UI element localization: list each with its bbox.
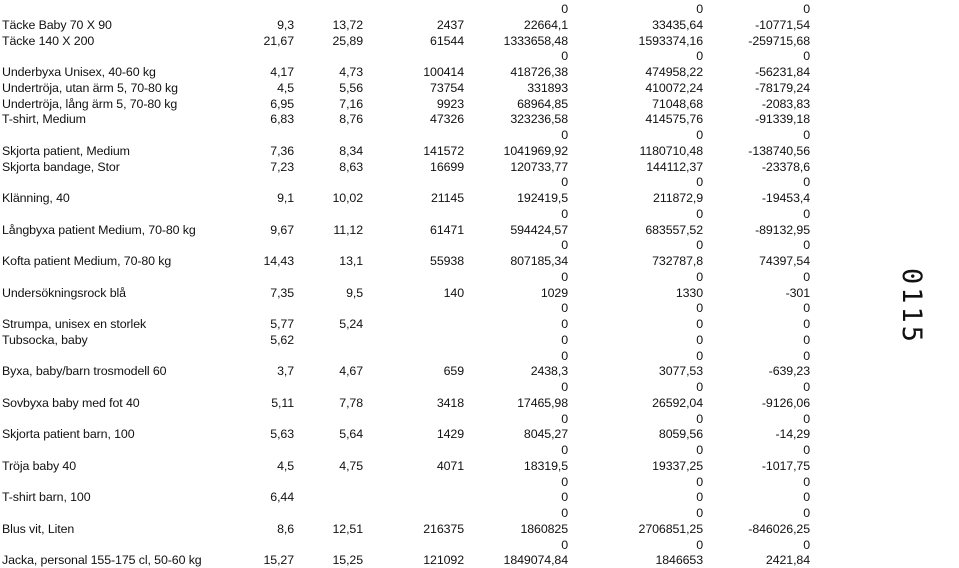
difference-cell: 0: [803, 269, 810, 284]
amount-cell-d: 18319,5: [523, 458, 568, 473]
amount-cell-e: 0: [696, 332, 703, 347]
price-cell-a: [218, 443, 294, 458]
quantity-cell: [388, 333, 464, 348]
price-cell-b: [297, 2, 363, 17]
amount-cell-e: 0: [696, 443, 703, 457]
item-name-cell: [2, 49, 204, 64]
item-name-cell: [2, 270, 204, 285]
item-name-cell: [2, 412, 204, 427]
table-row: [0, 34, 900, 49]
quantity-cell: 73754: [430, 80, 464, 95]
quantity-cell: [388, 412, 464, 427]
item-name-cell: [2, 538, 204, 553]
quantity-cell: 55938: [430, 254, 464, 268]
amount-cell-d: 323236,58: [510, 112, 568, 127]
amount-cell-e: 0: [696, 490, 703, 505]
quantity-cell: 140: [443, 285, 464, 300]
difference-cell: 0: [803, 537, 810, 552]
table-row: [0, 270, 900, 285]
price-cell-b: 25,89: [332, 33, 363, 48]
table-row: [0, 349, 900, 364]
quantity-cell: [388, 270, 464, 285]
quantity-cell: 4071: [436, 458, 464, 473]
price-cell-b: [297, 128, 363, 143]
difference-cell: 0: [803, 301, 810, 316]
difference-cell: 0: [803, 332, 810, 347]
price-cell-a: 3,7: [277, 364, 294, 379]
table-row: [0, 412, 900, 427]
quantity-cell: [388, 349, 464, 364]
price-cell-b: 8,76: [339, 112, 363, 127]
price-cell-b: [297, 490, 363, 505]
difference-cell: -846026,25: [748, 521, 810, 536]
table-row: [0, 506, 900, 521]
quantity-cell: 61471: [430, 222, 464, 237]
amount-cell-e: 1846653: [655, 553, 703, 568]
price-cell-b: [297, 538, 363, 553]
amount-cell-d: 1333658,48: [503, 33, 568, 48]
amount-cell-d: 1860825: [520, 521, 568, 536]
price-cell-b: [297, 506, 363, 521]
price-cell-a: 15,27: [263, 553, 294, 568]
item-name-cell: Långbyxa patient Medium, 70-80 kg: [2, 222, 196, 237]
item-name-cell: [2, 2, 204, 17]
quantity-cell: [388, 506, 464, 521]
price-cell-a: 5,11: [271, 395, 294, 410]
amount-cell-e: 0: [696, 206, 703, 221]
quantity-cell: 61544: [430, 33, 464, 48]
difference-cell: 0: [803, 380, 810, 394]
item-name-cell: [2, 380, 204, 395]
amount-cell-e: 0: [696, 506, 703, 520]
amount-cell-e: 0: [696, 49, 703, 64]
table-row: [0, 380, 900, 395]
amount-cell-d: 0: [561, 301, 568, 316]
table-row: [0, 81, 900, 96]
quantity-cell: 100414: [423, 65, 464, 79]
amount-cell-d: 0: [561, 380, 568, 394]
price-cell-a: [218, 49, 294, 64]
quantity-cell: 141572: [423, 143, 464, 158]
amount-cell-d: 0: [561, 206, 568, 221]
difference-cell: -56231,84: [755, 65, 810, 79]
quantity-cell: 47326: [430, 112, 464, 127]
item-name-cell: Kofta patient Medium, 70-80 kg: [2, 254, 172, 268]
price-cell-a: [218, 412, 294, 427]
quantity-cell: 659: [443, 364, 464, 379]
item-name-cell: Klänning, 40: [2, 191, 70, 205]
item-name-cell: Skjorta patient barn, 100: [2, 427, 135, 442]
amount-cell-e: 3077,53: [658, 364, 703, 379]
amount-cell-e: 144112,37: [646, 159, 703, 174]
quantity-cell: 2437: [436, 17, 464, 32]
price-cell-a: 9,67: [270, 222, 294, 237]
difference-cell: -138740,56: [748, 143, 810, 158]
item-name-cell: Skjorta patient, Medium: [2, 143, 130, 158]
price-cell-b: 8,34: [339, 143, 363, 158]
price-cell-b: 13,1: [339, 254, 363, 268]
table-row: [0, 301, 900, 316]
quantity-cell: [388, 538, 464, 553]
amount-cell-e: 474958,22: [645, 65, 703, 79]
price-cell-b: [297, 349, 363, 364]
item-name-cell: [2, 349, 204, 364]
item-name-cell: Blus vit, Liten: [2, 521, 75, 536]
table-row: [0, 538, 900, 553]
difference-cell: -259715,68: [748, 33, 810, 48]
price-cell-b: 4,67: [339, 364, 363, 379]
page-number-stamp: 0115: [896, 268, 927, 346]
difference-cell: -10771,54: [755, 17, 810, 32]
item-name-cell: T-shirt barn, 100: [2, 490, 91, 505]
price-cell-b: 8,63: [339, 159, 363, 174]
item-name-cell: [2, 301, 204, 316]
amount-cell-e: 1180710,48: [639, 143, 703, 158]
price-cell-a: 6,83: [270, 112, 294, 127]
quantity-cell: [388, 175, 464, 190]
amount-cell-d: 331893: [527, 80, 568, 95]
difference-cell: 2421,84: [765, 553, 810, 568]
amount-cell-d: 0: [561, 506, 568, 520]
price-cell-b: [297, 238, 363, 253]
table-row: [0, 475, 900, 490]
difference-cell: 0: [803, 490, 810, 505]
difference-cell: 0: [803, 443, 810, 457]
quantity-cell: [388, 443, 464, 458]
item-name-cell: T-shirt, Medium: [2, 112, 86, 127]
amount-cell-d: 1029: [540, 285, 568, 300]
item-name-cell: [2, 238, 204, 253]
item-name-cell: Sovbyxa baby med fot 40: [2, 395, 140, 410]
item-name-cell: [2, 443, 204, 458]
quantity-cell: 16699: [430, 159, 464, 174]
quantity-cell: [388, 301, 464, 316]
item-name-cell: Skjorta bandage, Stor: [2, 159, 120, 174]
difference-cell: 0: [803, 128, 810, 142]
quantity-cell: 9923: [436, 96, 464, 111]
amount-cell-e: 26592,04: [652, 395, 703, 410]
amount-cell-d: 8045,27: [523, 427, 568, 442]
price-cell-a: 5,77: [270, 317, 294, 331]
amount-cell-d: 120733,77: [510, 159, 568, 174]
price-cell-b: 13,72: [332, 17, 363, 32]
amount-cell-e: 0: [696, 269, 703, 284]
amount-cell-e: 732787,8: [652, 254, 703, 268]
price-cell-b: [297, 475, 363, 490]
amount-cell-d: 17465,98: [517, 395, 568, 410]
table-row: [0, 254, 900, 269]
difference-cell: -14,29: [775, 427, 810, 442]
price-cell-a: [218, 380, 294, 395]
quantity-cell: [388, 49, 464, 64]
price-cell-a: 5,62: [270, 332, 294, 347]
price-cell-a: 9,3: [277, 17, 294, 32]
amount-cell-d: 68964,85: [517, 96, 568, 111]
price-cell-a: [218, 301, 294, 316]
price-cell-b: 11,12: [333, 222, 363, 237]
difference-cell: 0: [803, 2, 810, 16]
amount-cell-d: 0: [561, 175, 568, 190]
amount-cell-e: 0: [696, 301, 703, 316]
difference-cell: -2083,83: [761, 96, 810, 111]
table-row: [0, 396, 900, 411]
amount-cell-e: 0: [696, 317, 703, 331]
table-row: [0, 522, 900, 537]
price-cell-a: [218, 207, 294, 222]
price-cell-b: 4,75: [339, 458, 363, 473]
quantity-cell: [388, 2, 464, 17]
price-cell-b: 10,02: [332, 191, 363, 205]
price-cell-a: 7,36: [270, 143, 294, 158]
amount-cell-e: 0: [696, 411, 703, 426]
item-name-cell: Undersökningsrock blå: [2, 285, 126, 300]
price-cell-a: 7,23: [270, 159, 294, 174]
table-row: [0, 317, 900, 332]
amount-cell-d: 418726,38: [510, 65, 568, 79]
difference-cell: -19453,4: [761, 191, 810, 205]
amount-cell-d: 0: [561, 332, 568, 347]
difference-cell: -301: [785, 285, 810, 300]
item-name-cell: Undertröja, utan ärm 5, 70-80 kg: [2, 80, 178, 95]
difference-cell: 0: [803, 474, 810, 489]
amount-cell-e: 0: [696, 348, 703, 363]
table-row: [0, 49, 900, 64]
amount-cell-d: 1041969,92: [503, 143, 568, 158]
price-cell-a: 5,63: [270, 427, 294, 442]
price-cell-b: 15,25: [332, 553, 363, 568]
quantity-cell: 3418: [436, 395, 464, 410]
amount-cell-d: 192419,5: [517, 191, 568, 205]
quantity-cell: [388, 207, 464, 222]
difference-cell: -639,23: [768, 364, 810, 379]
amount-cell-e: 414575,76: [645, 112, 703, 127]
difference-cell: 0: [803, 206, 810, 221]
amount-cell-d: 0: [561, 490, 568, 505]
difference-cell: 0: [803, 238, 810, 253]
table-row: [0, 191, 900, 206]
price-cell-a: 4,17: [270, 65, 294, 79]
amount-cell-e: 0: [696, 474, 703, 489]
table-row: [0, 207, 900, 222]
quantity-cell: [388, 317, 464, 332]
quantity-cell: [388, 380, 464, 395]
quantity-cell: 21145: [430, 191, 464, 205]
table-row: [0, 443, 900, 458]
difference-cell: 0: [803, 506, 810, 520]
quantity-cell: 1429: [436, 427, 464, 442]
table-row: [0, 65, 900, 80]
table-row: [0, 286, 900, 301]
price-cell-b: 12,51: [332, 521, 363, 536]
table-row: [0, 427, 900, 442]
price-cell-a: [218, 270, 294, 285]
item-name-cell: [2, 475, 204, 490]
item-name-cell: Strumpa, unisex en storlek: [2, 317, 147, 331]
price-cell-b: 9,5: [346, 285, 363, 300]
table-row: [0, 490, 900, 505]
item-name-cell: Tröja baby 40: [2, 458, 77, 473]
price-cell-a: [218, 175, 294, 190]
amount-cell-e: 0: [696, 128, 703, 142]
table-row: [0, 18, 900, 33]
amount-cell-d: 0: [561, 474, 568, 489]
price-cell-a: 7,35: [270, 285, 294, 300]
amount-cell-d: 22664,1: [523, 17, 568, 32]
difference-cell: 0: [803, 49, 810, 64]
price-cell-a: 9,1: [277, 191, 294, 205]
amount-cell-d: 1849074,84: [503, 553, 568, 568]
amount-cell-d: 0: [561, 537, 568, 552]
difference-cell: 0: [803, 348, 810, 363]
table-row: [0, 364, 900, 379]
price-cell-a: 4,5: [277, 80, 294, 95]
item-name-cell: [2, 175, 204, 190]
price-cell-b: [297, 207, 363, 222]
amount-cell-e: 71048,68: [652, 96, 703, 111]
table-row: [0, 112, 900, 127]
amount-cell-e: 2706851,25: [638, 521, 703, 536]
difference-cell: -23378,6: [761, 159, 810, 174]
table-row: [0, 144, 900, 159]
price-cell-a: [218, 2, 294, 17]
table-row: [0, 238, 900, 253]
amount-cell-d: 2438,3: [530, 364, 568, 379]
amount-cell-e: 0: [696, 2, 703, 16]
price-cell-b: 5,56: [339, 80, 363, 95]
price-cell-a: 21,67: [263, 33, 294, 48]
price-cell-a: [218, 349, 294, 364]
amount-cell-d: 0: [561, 2, 568, 16]
price-cell-a: 4,5: [277, 458, 294, 473]
item-name-cell: [2, 128, 204, 143]
price-cell-a: 8,6: [277, 521, 294, 536]
price-cell-b: [297, 333, 363, 348]
amount-cell-e: 0: [696, 175, 703, 190]
difference-cell: -89132,95: [755, 222, 810, 237]
item-name-cell: Jacka, personal 155-175 cl, 50-60 kg: [2, 553, 202, 568]
item-name-cell: Täcke 140 X 200: [2, 33, 95, 48]
amount-cell-e: 19337,25: [652, 458, 703, 473]
price-cell-a: [218, 538, 294, 553]
price-cell-b: 7,78: [339, 395, 363, 410]
difference-cell: -9126,06: [761, 395, 810, 410]
price-cell-b: [297, 270, 363, 285]
amount-cell-d: 807185,34: [510, 254, 568, 268]
quantity-cell: [388, 128, 464, 143]
quantity-cell: [388, 238, 464, 253]
amount-cell-e: 410072,24: [645, 80, 703, 95]
table-row: [0, 160, 900, 175]
amount-cell-e: 0: [696, 537, 703, 552]
amount-cell-e: 33435,64: [652, 17, 703, 32]
amount-cell-e: 0: [696, 238, 703, 253]
quantity-cell: [388, 490, 464, 505]
item-name-cell: Underbyxa Unisex, 40-60 kg: [2, 65, 156, 79]
price-cell-b: 4,73: [339, 65, 363, 79]
amount-cell-e: 0: [696, 380, 703, 394]
difference-cell: 74397,54: [759, 254, 810, 268]
amount-cell-e: 8059,56: [658, 427, 703, 442]
price-cell-b: [297, 380, 363, 395]
amount-cell-e: 1593374,16: [638, 33, 703, 48]
amount-cell-e: 683557,52: [645, 222, 703, 237]
item-name-cell: Täcke Baby 70 X 90: [2, 17, 112, 32]
amount-cell-d: 594424,57: [510, 222, 568, 237]
amount-cell-d: 0: [561, 128, 568, 142]
price-cell-b: 5,24: [339, 317, 363, 331]
amount-cell-d: 0: [561, 317, 568, 331]
difference-cell: -78179,24: [755, 80, 810, 95]
amount-cell-d: 0: [561, 269, 568, 284]
amount-cell-d: 0: [561, 411, 568, 426]
item-name-cell: Byxa, baby/barn trosmodell 60: [2, 364, 167, 379]
amount-cell-d: 0: [561, 49, 568, 64]
difference-cell: 0: [803, 317, 810, 331]
table-row: [0, 175, 900, 190]
quantity-cell: 121092: [423, 553, 464, 568]
price-cell-b: 7,16: [339, 96, 363, 111]
price-cell-b: [297, 49, 363, 64]
price-cell-a: 6,44: [270, 490, 294, 505]
difference-cell: 0: [803, 175, 810, 190]
difference-cell: -91339,18: [755, 112, 810, 127]
price-cell-a: [218, 128, 294, 143]
price-cell-b: [297, 175, 363, 190]
item-name-cell: [2, 506, 204, 521]
amount-cell-e: 211872,9: [653, 191, 703, 205]
table-row: [0, 128, 900, 143]
difference-cell: -1017,75: [761, 458, 810, 473]
price-cell-a: [218, 475, 294, 490]
price-cell-a: [218, 238, 294, 253]
price-cell-b: [297, 412, 363, 427]
price-cell-b: [297, 301, 363, 316]
quantity-cell: [388, 475, 464, 490]
item-name-cell: [2, 207, 204, 222]
amount-cell-d: 0: [561, 348, 568, 363]
difference-cell: 0: [803, 411, 810, 426]
quantity-cell: 216375: [423, 521, 464, 536]
table-row: [0, 333, 900, 348]
table-row: [0, 459, 900, 474]
amount-cell-d: 0: [561, 238, 568, 253]
table-row: [0, 223, 900, 238]
price-cell-a: 6,95: [270, 96, 294, 111]
price-cell-b: 5,64: [339, 427, 363, 442]
price-cell-a: 14,43: [263, 254, 294, 268]
amount-cell-d: 0: [561, 443, 568, 457]
amount-cell-e: 1330: [675, 285, 703, 300]
table-row: [0, 97, 900, 112]
price-cell-b: [297, 443, 363, 458]
table-row: [0, 2, 900, 17]
price-cell-a: [218, 506, 294, 521]
item-name-cell: Undertröja, lång ärm 5, 70-80 kg: [2, 96, 178, 111]
item-name-cell: Tubsocka, baby: [2, 332, 88, 347]
